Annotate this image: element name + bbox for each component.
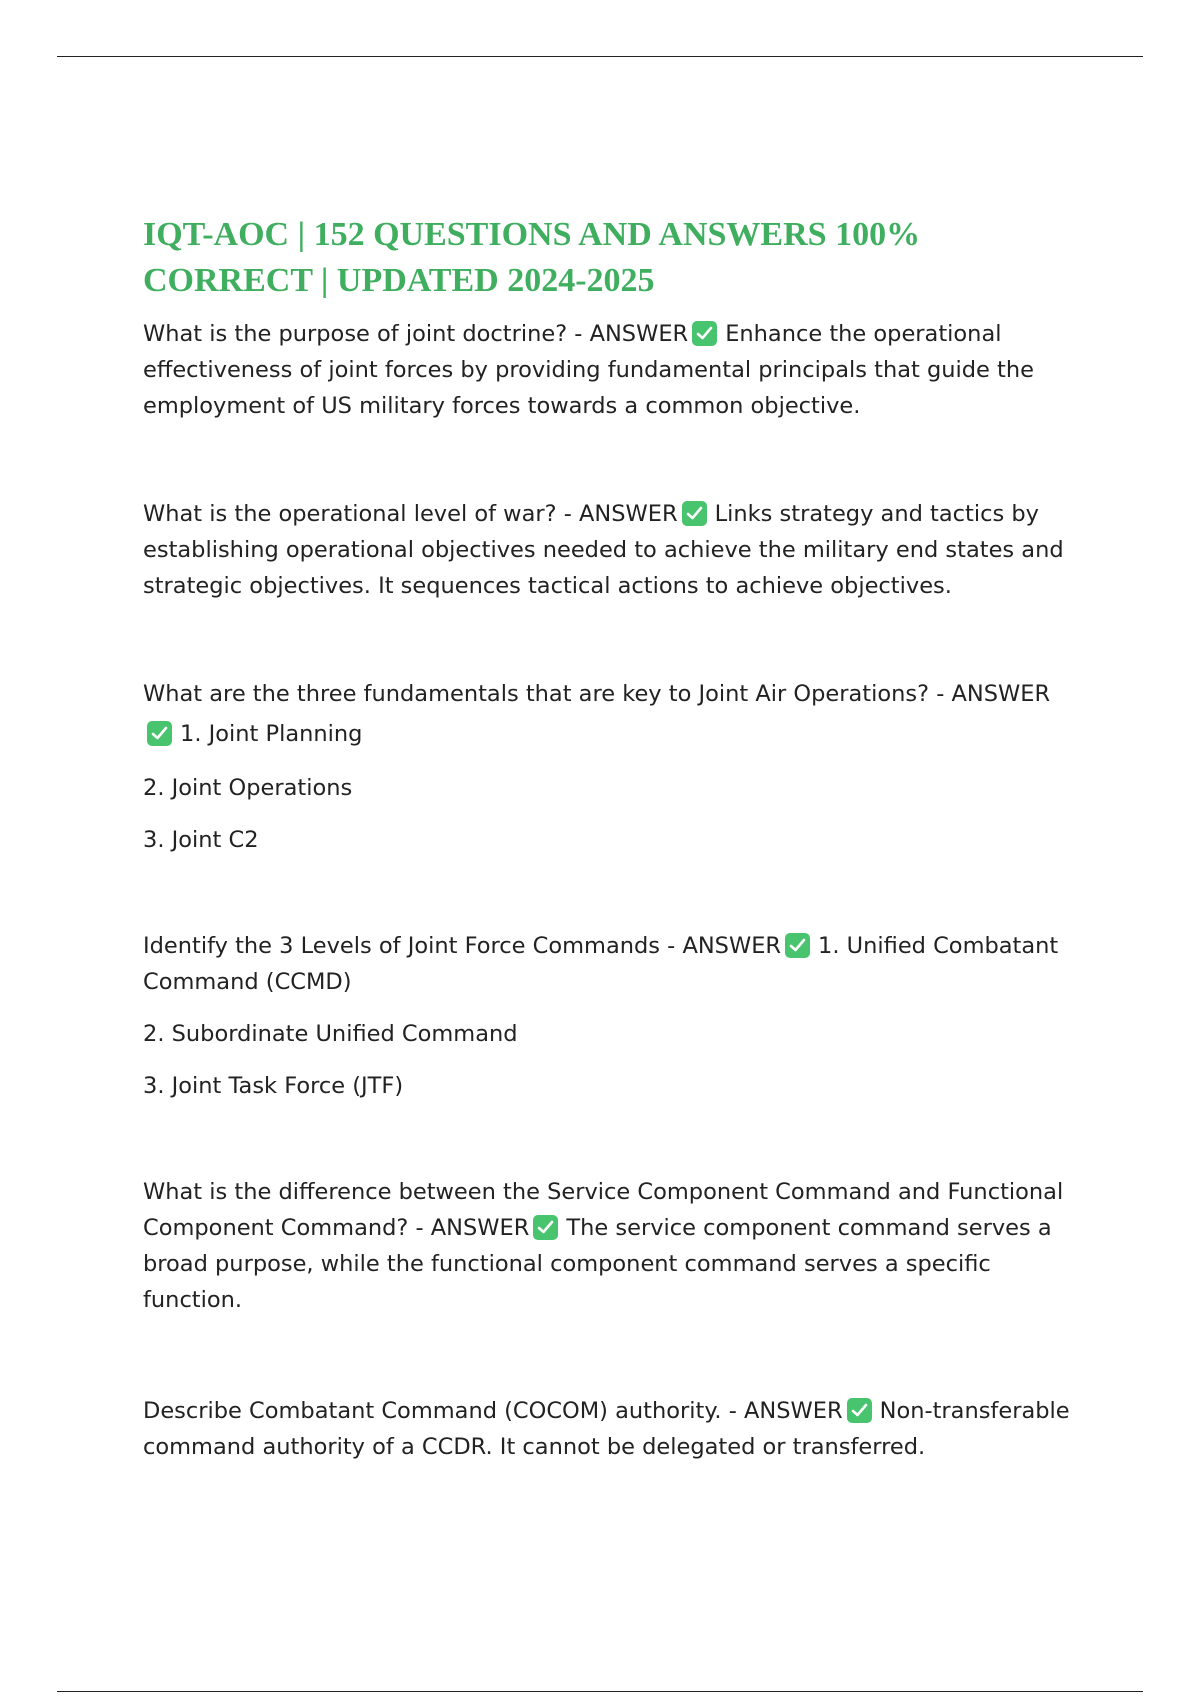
question-text: What is the difference between the Service Component Command and Functional Component Command? - ANSWER: [143, 1179, 1064, 1241]
document-title: IQT-AOC | 152 QUESTIONS AND ANSWERS 100% CORRECT | UPDATED 2024-2025: [143, 216, 921, 299]
check-mark-icon: [147, 721, 172, 746]
qa-item: [143, 496, 1073, 604]
answer-text: Non-transferable command authority of a CCDR. It cannot be delegated or transferred.: [143, 1398, 1070, 1460]
question-text: Identify the 3 Levels of Joint Force Commands - ANSWER: [143, 933, 782, 959]
check-mark-icon: [533, 1215, 558, 1240]
footer-rule: [57, 1691, 1143, 1692]
qa-item: [143, 1393, 1073, 1465]
qa-paragraph: [143, 496, 1073, 604]
question-text: What is the purpose of joint doctrine? - ANSWER: [143, 321, 689, 347]
answer-list-item: 3. Joint C2: [143, 827, 259, 853]
qa-paragraph: [143, 1393, 1073, 1465]
check-mark-icon: [847, 1398, 872, 1423]
qa-paragraph: [143, 316, 1073, 424]
qa-paragraph: [143, 674, 1073, 754]
answer-list-item: 2. Subordinate Unified Command: [143, 1021, 518, 1047]
qa-item: [143, 928, 1073, 1104]
answer-text: Links strategy and tactics by establishing operational objectives needed to achieve the military end states and strategic objectives. It sequences tactical actions to achieve objectives.: [143, 501, 1064, 599]
header-rule: [57, 56, 1143, 57]
check-mark-icon: [785, 933, 810, 958]
question-text: What is the operational level of war? - ANSWER: [143, 501, 678, 527]
answer-text: Enhance the operational effectiveness of joint forces by providing fundamental principals that guide the employment of US military forces towards a common objective.: [143, 321, 1034, 419]
answer-list-item: 2. Joint Operations: [143, 775, 353, 801]
answer-text: The service component command serves a broad purpose, while the functional component command serves a specific function.: [143, 1215, 1052, 1313]
qa-item: [143, 1174, 1073, 1318]
question-text: Describe Combatant Command (COCOM) authority. - ANSWER: [143, 1398, 843, 1424]
answer-text: 1. Unified Combatant Command (CCMD): [143, 933, 1059, 995]
check-mark-icon: [692, 321, 717, 346]
document-body: [143, 212, 1073, 1465]
qa-paragraph: [143, 1174, 1073, 1318]
qa-item: [143, 674, 1073, 858]
check-mark-icon: [682, 501, 707, 526]
question-text: What are the three fundamentals that are key to Joint Air Operations? - ANSWER: [143, 681, 1051, 707]
answer-text: 1. Joint Planning: [180, 721, 363, 747]
qa-item: [143, 316, 1073, 424]
answer-list-item: 3. Joint Task Force (JTF): [143, 1073, 404, 1099]
qa-paragraph: [143, 928, 1073, 1000]
